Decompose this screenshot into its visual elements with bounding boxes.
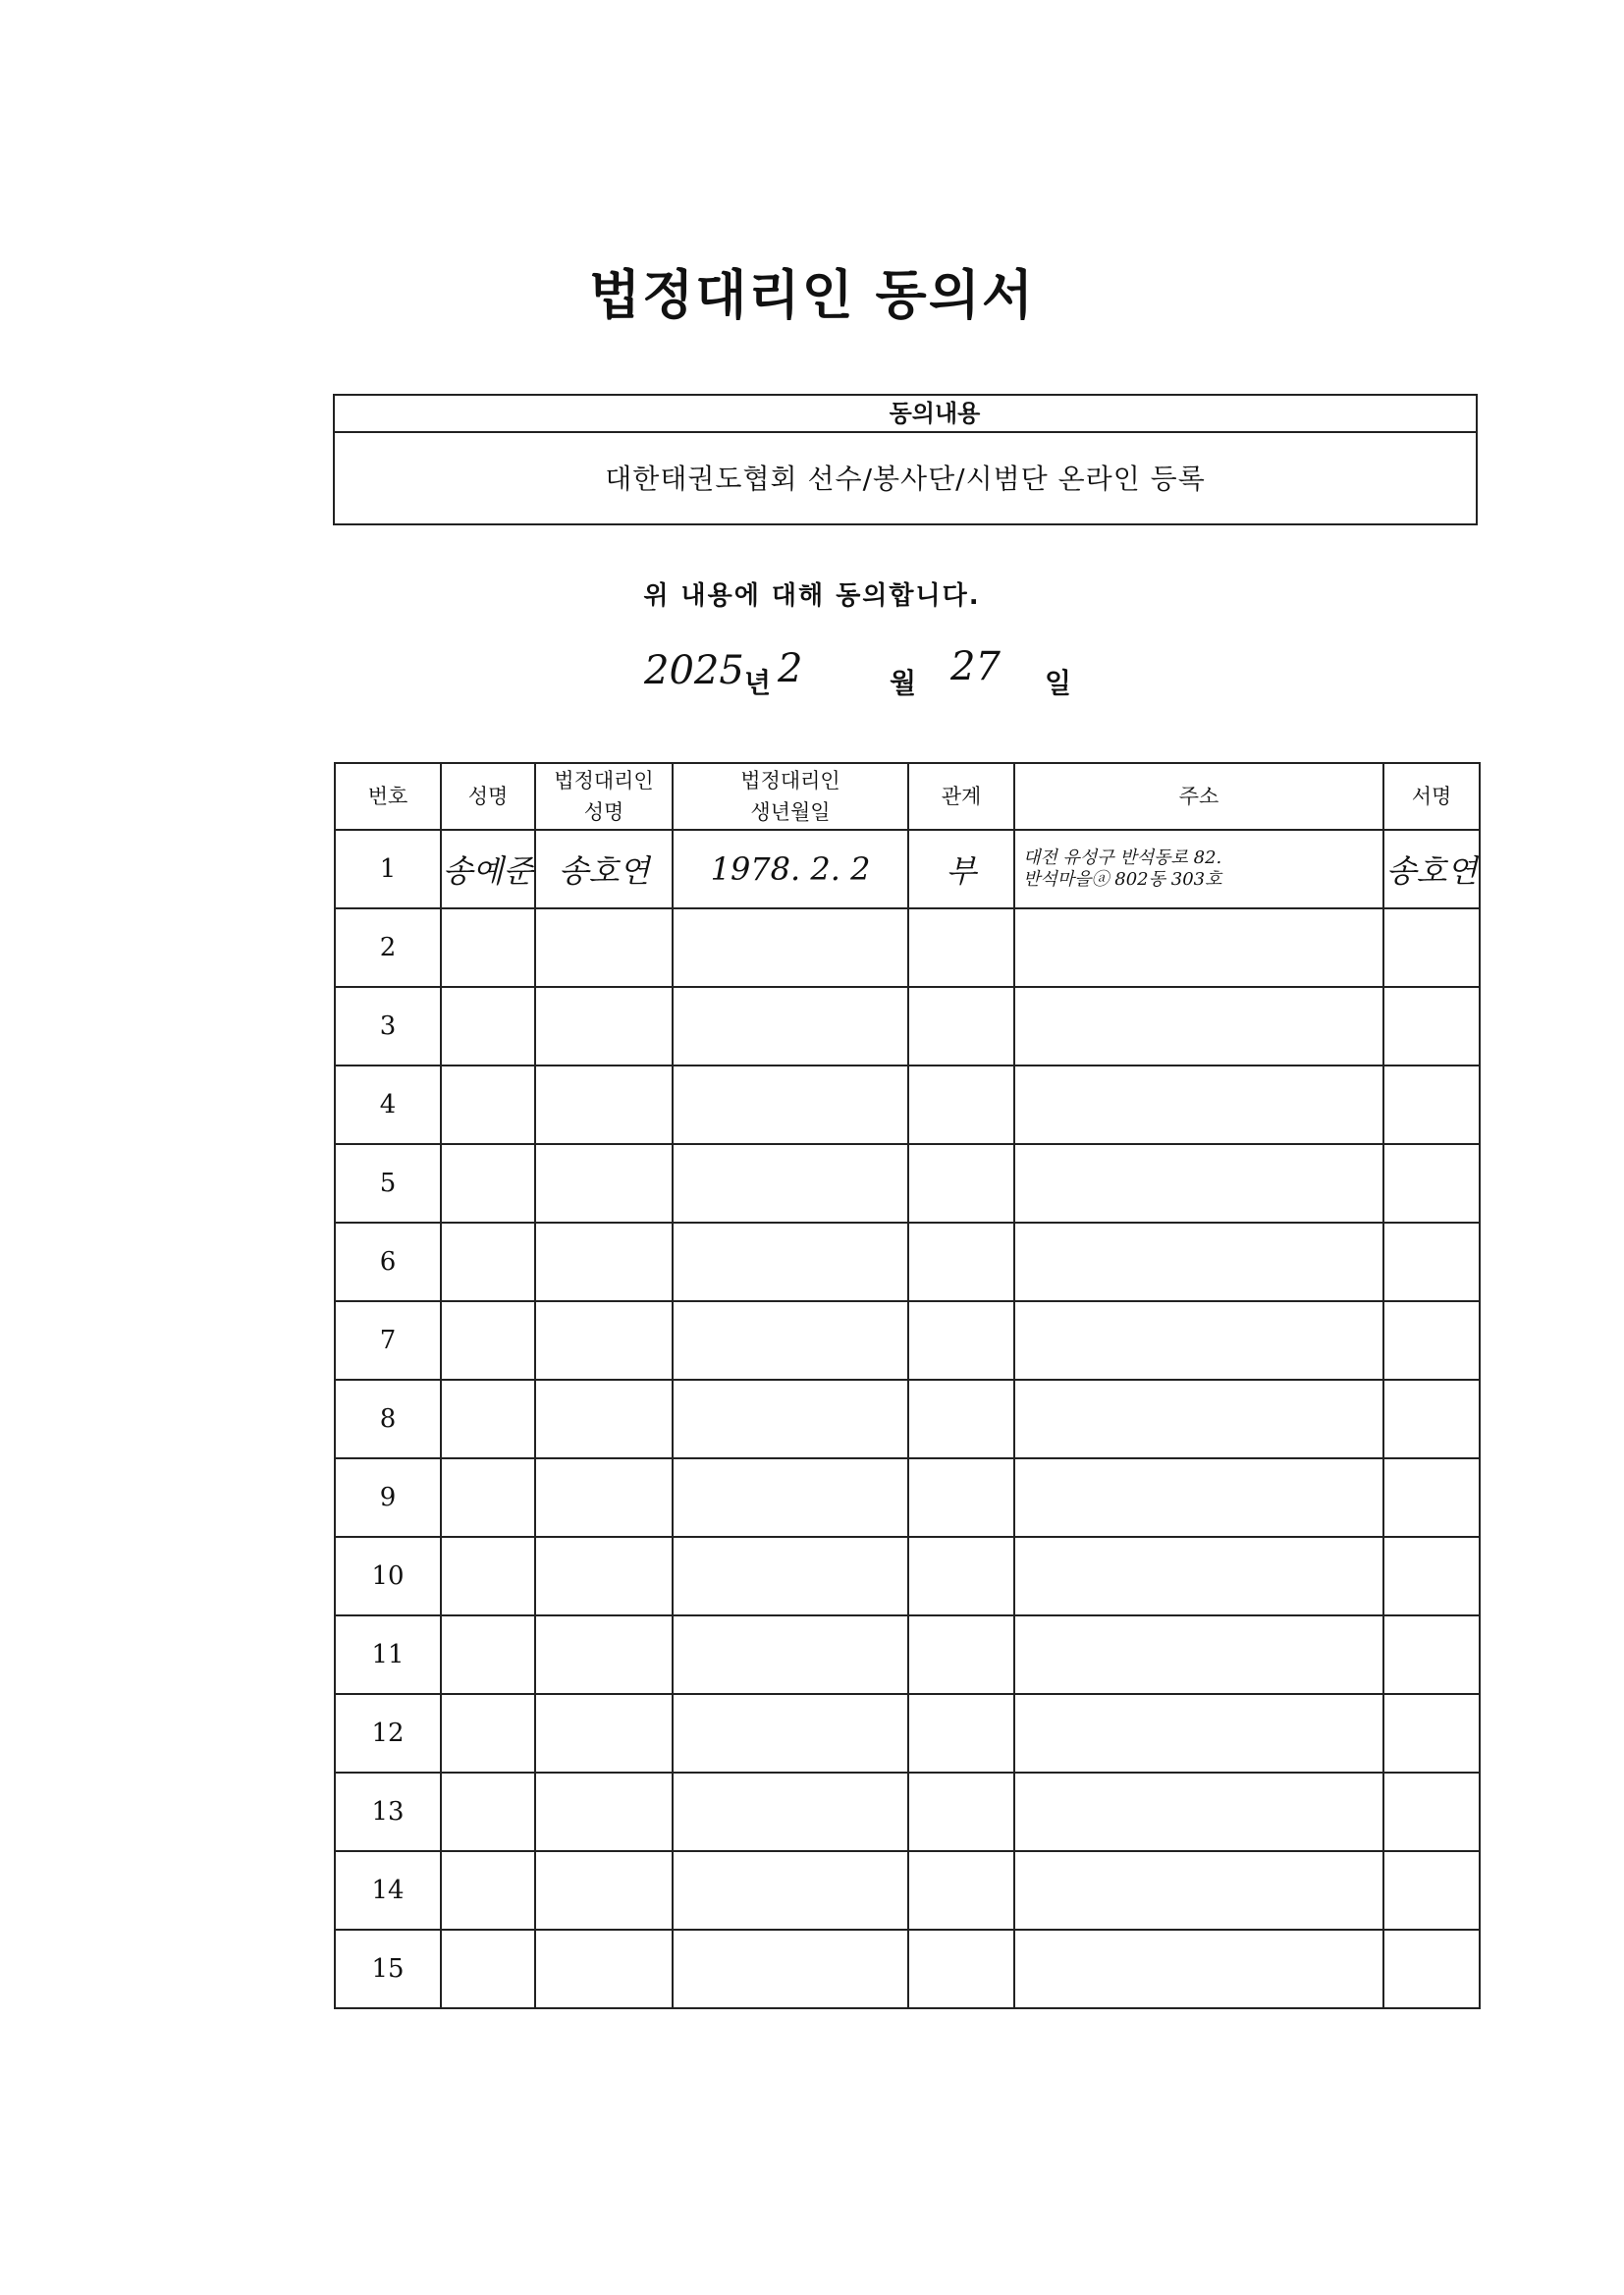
cell-guardian-name (535, 1537, 673, 1615)
cell-no: 13 (335, 1773, 441, 1851)
cell-name (441, 1615, 535, 1694)
guardian-table (334, 762, 1481, 2009)
table-row (335, 1223, 1480, 1301)
cell-no: 9 (335, 1458, 441, 1537)
cell-signature (1383, 1537, 1480, 1615)
cell-signature (1383, 1144, 1480, 1223)
header-guardian-name (535, 763, 673, 830)
cell-no: 4 (335, 1066, 441, 1144)
cell-relation (908, 1851, 1014, 1930)
cell-guardian-name (535, 1380, 673, 1458)
cell-guardian-birth (673, 908, 908, 987)
cell-relation (908, 1223, 1014, 1301)
header-no: 번호 (335, 763, 441, 830)
cell-guardian-name (535, 908, 673, 987)
cell-name (441, 1458, 535, 1537)
cell-name (441, 1223, 535, 1301)
cell-signature (1383, 908, 1480, 987)
cell-signature (1383, 987, 1480, 1066)
cell-signature (1383, 1458, 1480, 1537)
date-day: 27 (950, 644, 1001, 689)
cell-no: 12 (335, 1694, 441, 1773)
cell-guardian-name (535, 1223, 673, 1301)
table-row (335, 1615, 1480, 1694)
cell-guardian-birth (673, 1930, 908, 2008)
cell-guardian-birth (673, 1223, 908, 1301)
table-row (335, 1773, 1480, 1851)
cell-address (1014, 1458, 1383, 1537)
cell-no: 6 (335, 1223, 441, 1301)
cell-guardian-birth (673, 1458, 908, 1537)
table-row (335, 830, 1480, 908)
cell-name (441, 1930, 535, 2008)
cell-name (441, 987, 535, 1066)
consent-header: 동의내용 (335, 396, 1476, 433)
cell-relation (908, 1301, 1014, 1380)
table-row (335, 1144, 1480, 1223)
date-month: 2 (778, 646, 803, 691)
header-address: 주소 (1014, 763, 1383, 830)
cell-address (1014, 987, 1383, 1066)
agree-statement: 위 내용에 대해 동의합니다. (643, 581, 981, 611)
consent-body: 대한태권도협회 선수/봉사단/시범단 온라인 등록 (605, 463, 1206, 495)
cell-no: 14 (335, 1851, 441, 1930)
cell-address (1014, 1851, 1383, 1930)
cell-guardian-name (535, 1144, 673, 1223)
cell-guardian-name: 송호연 (535, 830, 673, 908)
cell-address (1014, 1773, 1383, 1851)
cell-relation (908, 908, 1014, 987)
header-relation: 관계 (908, 763, 1014, 830)
cell-guardian-name (535, 1615, 673, 1694)
cell-name: 송예준 (441, 830, 535, 908)
cell-address (1014, 1066, 1383, 1144)
cell-name (441, 1144, 535, 1223)
cell-name (441, 1851, 535, 1930)
address-line-2: 반석마을ⓐ 802동 303호 (1023, 869, 1222, 890)
cell-address (1014, 1301, 1383, 1380)
cell-signature: 송호연 (1383, 830, 1480, 908)
cell-guardian-name (535, 1851, 673, 1930)
cell-address (1014, 908, 1383, 987)
header-guardian-name-line1: 법정대리인 (554, 769, 654, 792)
cell-relation (908, 1537, 1014, 1615)
cell-guardian-birth (673, 1615, 908, 1694)
cell-guardian-name (535, 1458, 673, 1537)
cell-name (441, 908, 535, 987)
header-name: 성명 (441, 763, 535, 830)
cell-relation: 부 (908, 830, 1014, 908)
cell-guardian-name (535, 1066, 673, 1144)
cell-name (441, 1537, 535, 1615)
cell-address (1014, 1930, 1383, 2008)
table-row (335, 1380, 1480, 1458)
cell-relation (908, 1694, 1014, 1773)
cell-guardian-birth (673, 1537, 908, 1615)
date-year: 2025 (644, 648, 744, 693)
cell-no: 11 (335, 1615, 441, 1694)
cell-signature (1383, 1301, 1480, 1380)
table-row (335, 1458, 1480, 1537)
cell-signature (1383, 1066, 1480, 1144)
cell-no: 3 (335, 987, 441, 1066)
table-row (335, 1301, 1480, 1380)
table-header-row (335, 763, 1480, 830)
table-row (335, 1537, 1480, 1615)
cell-signature (1383, 1380, 1480, 1458)
cell-guardian-name (535, 987, 673, 1066)
cell-relation (908, 1458, 1014, 1537)
cell-guardian-name (535, 1930, 673, 2008)
cell-name (441, 1380, 535, 1458)
cell-guardian-name (535, 1301, 673, 1380)
date-day-unit: 일 (1045, 667, 1072, 699)
cell-address (1014, 1694, 1383, 1773)
table-row (335, 908, 1480, 987)
cell-signature (1383, 1773, 1480, 1851)
table-row (335, 1930, 1480, 2008)
cell-name (441, 1694, 535, 1773)
cell-relation (908, 1380, 1014, 1458)
header-guardian-birth-line2: 생년월일 (750, 800, 831, 824)
cell-guardian-birth (673, 1066, 908, 1144)
consent-box (333, 394, 1478, 525)
cell-no: 1 (335, 830, 441, 908)
cell-relation (908, 1930, 1014, 2008)
cell-signature (1383, 1851, 1480, 1930)
cell-relation (908, 987, 1014, 1066)
cell-relation (908, 1066, 1014, 1144)
cell-signature (1383, 1694, 1480, 1773)
cell-address (1014, 1223, 1383, 1301)
cell-no: 10 (335, 1537, 441, 1615)
cell-name (441, 1773, 535, 1851)
cell-name (441, 1301, 535, 1380)
date-year-unit: 년 (744, 667, 772, 699)
cell-no: 8 (335, 1380, 441, 1458)
cell-no: 5 (335, 1144, 441, 1223)
date-month-unit: 월 (890, 667, 917, 699)
cell-guardian-birth (673, 1851, 908, 1930)
cell-guardian-birth: 1978. 2. 2 (673, 830, 908, 908)
header-guardian-birth-line1: 법정대리인 (740, 769, 840, 792)
table-row (335, 1851, 1480, 1930)
cell-guardian-name (535, 1773, 673, 1851)
cell-no: 2 (335, 908, 441, 987)
header-guardian-name-line2: 성명 (583, 800, 624, 824)
cell-guardian-birth (673, 1301, 908, 1380)
cell-address (1014, 1144, 1383, 1223)
cell-signature (1383, 1930, 1480, 2008)
cell-guardian-birth (673, 1694, 908, 1773)
cell-no: 15 (335, 1930, 441, 2008)
cell-signature (1383, 1223, 1480, 1301)
cell-signature (1383, 1615, 1480, 1694)
cell-relation (908, 1144, 1014, 1223)
table-row (335, 987, 1480, 1066)
table-row (335, 1694, 1480, 1773)
header-signature: 서명 (1383, 763, 1480, 830)
cell-relation (908, 1773, 1014, 1851)
cell-guardian-birth (673, 1380, 908, 1458)
cell-address (1014, 1537, 1383, 1615)
cell-guardian-birth (673, 1773, 908, 1851)
address-line-1: 대전 유성구 반석동로 82. (1023, 847, 1222, 868)
cell-address (1014, 1380, 1383, 1458)
table-row (335, 1066, 1480, 1144)
cell-guardian-name (535, 1694, 673, 1773)
cell-no: 7 (335, 1301, 441, 1380)
cell-address (1014, 1615, 1383, 1694)
cell-name (441, 1066, 535, 1144)
cell-guardian-birth (673, 987, 908, 1066)
cell-relation (908, 1615, 1014, 1694)
cell-guardian-birth (673, 1144, 908, 1223)
document-title: 법정대리인 동의서 (588, 264, 1036, 326)
cell-address (1014, 830, 1383, 908)
header-guardian-birth (673, 763, 908, 830)
